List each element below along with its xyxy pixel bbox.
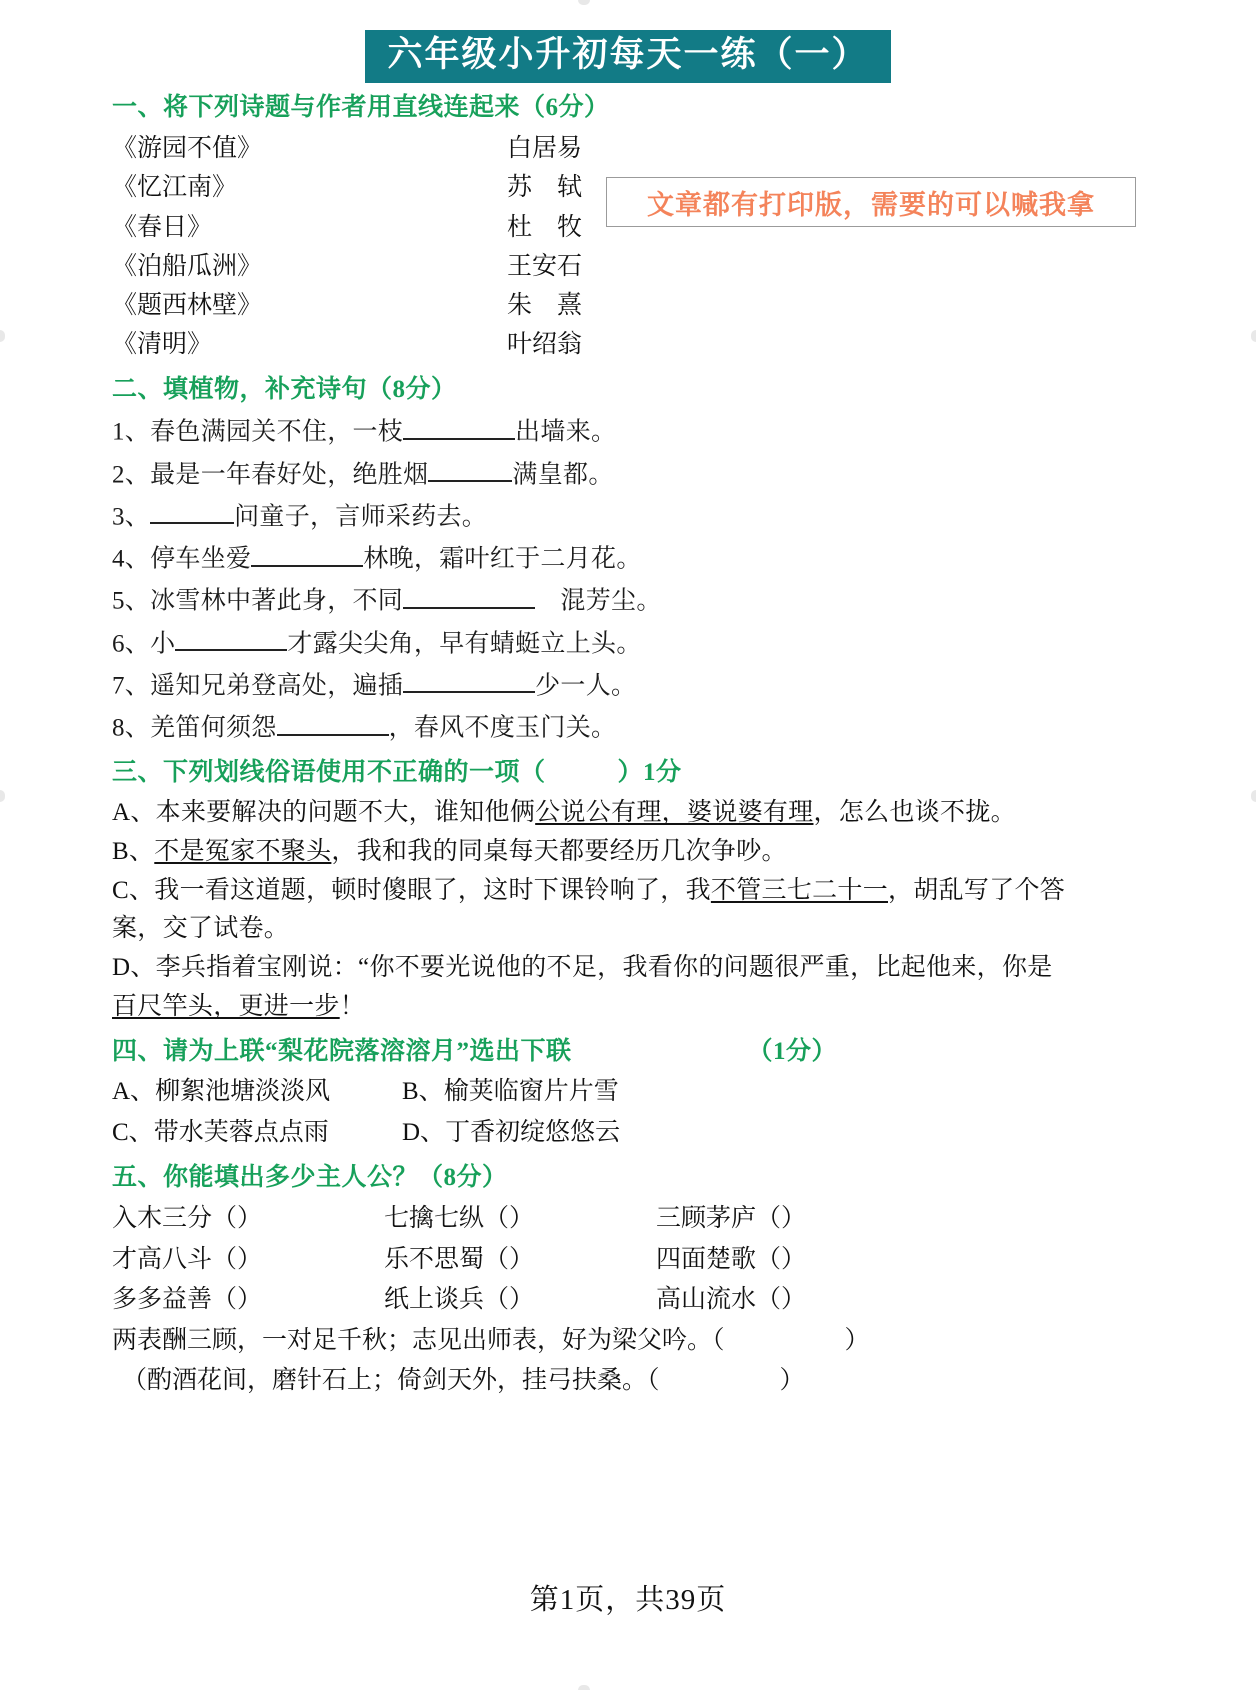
item-number: 1、 [112,418,151,446]
section-2-heading: 二、填植物，补充诗句（8分） [112,375,457,403]
section-3-heading [112,756,1256,790]
item-text-after: 出墙来。 [515,418,617,446]
option-label: C、 [112,1118,154,1146]
answer-blank[interactable] [277,706,389,736]
item-text-before: 冰雪林中著此身，不同 [150,587,404,615]
option-post: ，胡乱写了个答案，交了试卷。 [112,876,1066,943]
fill-blank-item [112,622,1256,664]
idiom-row [112,1240,1256,1281]
fill-blank-item [112,410,1256,452]
option-pre: 本来要解决的问题不大，谁知他俩 [155,799,536,826]
idiom-text: 才高八斗（ [112,1245,238,1273]
idiom-close-paren: ） [781,1245,807,1273]
extra-line-close: ） [844,1326,870,1354]
fill-blank-item [112,664,1256,706]
idiom-text: 三顾茅庐（ [656,1205,782,1232]
item-number: 8、 [112,714,151,742]
page-edge-mark-bottom [578,1685,590,1690]
idiom-close-paren: ） [237,1286,263,1313]
option-underlined-idiom: 百尺竿头，更进一步 [112,992,340,1020]
answer-blank[interactable] [403,410,515,440]
item-text-after: 满皇都。 [512,461,614,488]
page-footer: 第1页，共39页 [529,1584,727,1616]
option-text: 柳絮池塘淡淡风 [155,1078,331,1106]
idiom-text: 乐不思蜀（ [384,1245,510,1273]
page-title: 六年级小升初每天一练（一） [365,30,890,83]
option-item[interactable] [112,794,1072,833]
idiom-grid [0,1199,1256,1321]
option-underlined-idiom: 不管三七二十一 [710,876,888,904]
item-number: 2、 [112,461,151,488]
answer-blank[interactable] [175,622,287,652]
match-row [112,129,582,168]
poem-title: 《泊船瓜洲》 [112,252,263,280]
poem-title: 《题西林壁》 [112,292,263,319]
answer-blank[interactable] [428,453,512,483]
idiom-cell[interactable] [112,1240,384,1281]
idiom-text: 纸上谈兵（ [384,1286,510,1313]
item-text-after: 混芳尘。 [535,587,662,615]
idiom-cell[interactable] [384,1240,656,1281]
option-item[interactable] [112,833,1072,872]
poem-title: 《忆江南》 [112,174,238,202]
couplet-option-a[interactable] [112,1072,402,1113]
idiom-cell[interactable] [384,1199,656,1240]
couplet-extra-line[interactable] [122,1361,1256,1402]
idiom-close-paren: ） [237,1205,263,1232]
idiom-close-paren: ） [237,1245,263,1273]
section-3-heading-after: ）1分 [617,759,682,787]
section-1-heading: 一、将下列诗题与作者用直线连起来（6分） [112,94,610,122]
option-item[interactable] [112,949,1072,1027]
couplet-option-row [112,1072,1256,1113]
poem-title: 《春日》 [112,213,213,241]
couplet-option-row [112,1113,1256,1154]
option-label: B、 [402,1078,444,1106]
fill-blank-item [112,453,1256,495]
option-text: 榆荚临窗片片雪 [443,1078,619,1106]
item-text-before: 最是一年春好处，绝胜烟 [150,461,429,488]
print-version-note-box [606,177,1136,227]
idiom-cell[interactable] [656,1280,928,1321]
item-number: 7、 [112,672,151,700]
poem-author: 苏 轼 [506,174,582,202]
item-text-before: 春色满园关不住，一枝 [150,418,404,446]
idiom-text: 四面楚歌（ [656,1245,782,1273]
poem-author: 杜 牧 [506,213,582,241]
poem-author: 朱 熹 [506,292,582,319]
fill-blank-item [112,495,1256,537]
answer-blank[interactable] [251,537,363,567]
section-4-heading-text: 四、请为上联“梨花院落溶溶月”选出下联 [112,1037,572,1065]
poem-match-list [0,129,1256,365]
idiom-close-paren: ） [509,1205,535,1232]
idiom-text: 多多益善（ [112,1286,238,1313]
item-number: 5、 [112,587,151,615]
idiom-row [112,1199,1256,1240]
option-pre: 李兵指着宝刚说：“你不要光说他的不足，我看你的问题很严重，比起他来，你是 [155,954,1053,981]
match-row [112,286,582,325]
option-post: ，怎么也谈不拢。 [813,799,1016,826]
option-label: D、 [112,954,156,981]
extra-line-close: ） [779,1367,805,1394]
idiom-row [112,1280,1256,1321]
match-row [112,168,582,207]
poem-author: 叶绍翁 [506,331,582,359]
idiom-cell[interactable] [656,1199,928,1240]
couplet-option-b[interactable] [402,1072,692,1113]
item-text-after: 才露尖尖角，早有蜻蜓立上头。 [287,630,642,657]
option-text: 带水芙蓉点点雨 [153,1118,329,1146]
poem-title: 《清明》 [112,331,213,359]
poem-author: 王安石 [506,252,582,280]
answer-blank[interactable] [403,664,535,694]
item-number: 4、 [112,545,151,573]
print-version-note-text: 文章都有打印版，需要的可以喊我拿 [647,189,1095,220]
option-label: D、 [402,1118,446,1146]
item-text-after: 林晚，霜叶红于二月花。 [363,545,642,573]
item-text-before: 羌笛何须怨 [150,714,277,742]
item-text-after: 少一人。 [535,672,637,700]
idiom-cell[interactable] [112,1280,384,1321]
option-text: 丁香初绽悠悠云 [445,1118,621,1146]
fill-blank-item [112,579,1256,621]
option-label: A、 [112,1078,156,1106]
option-label: C、 [112,876,155,904]
answer-blank[interactable] [150,495,234,525]
idiom-cell[interactable] [384,1280,656,1321]
idiom-close-paren: ） [509,1245,535,1273]
match-row [112,325,582,364]
item-number: 6、 [112,630,151,657]
match-row [112,247,582,286]
idiom-text: 高山流水（ [656,1286,782,1313]
section-4-heading [112,1035,1256,1069]
poem-author: 白居易 [506,135,582,162]
section-4-score: （1分） [747,1037,838,1065]
option-label: A、 [112,799,156,826]
fill-blank-item [112,537,1256,579]
option-post: ！ [339,992,366,1020]
option-underlined-idiom: 不是冤家不聚头 [154,837,332,865]
item-text-before: 小 [150,630,176,657]
fill-blank-list [0,410,1256,748]
idiom-close-paren: ） [781,1286,807,1313]
idiom-close-paren: ） [781,1205,807,1232]
item-text-after: 问童子，言师采药去。 [234,503,488,531]
section-3-options [0,794,1256,1027]
title-area [0,0,1256,83]
idiom-text: 七擒七纵（ [384,1205,510,1232]
option-underlined-idiom: 公说公有理，婆说婆有理 [535,799,814,826]
item-text-before: 停车坐爱 [150,545,252,573]
couplet-option-d[interactable] [402,1113,692,1154]
poem-title: 《游园不值》 [112,135,263,162]
option-label: B、 [112,837,155,865]
couplet-extra-line[interactable] [112,1321,1256,1362]
extra-line-text: （酌酒花间，磨针石上；倚剑天外，挂弓扶桑。（ [122,1367,660,1394]
fill-blank-item [112,706,1256,748]
section-3-heading-before: 三、下列划线俗语使用不正确的一项（ [112,759,546,787]
extra-line-text: 两表酬三顾，一对足千秋；志见出师表，好为梁父吟。（ [112,1326,725,1354]
idiom-cell[interactable] [112,1199,384,1240]
item-text-before: 遥知兄弟登高处，遍插 [150,672,404,700]
option-post: ，我和我的同桌每天都要经历几次争吵。 [331,837,787,865]
option-item[interactable] [112,872,1072,950]
item-number: 3、 [112,503,151,531]
section-5-heading: 五、你能填出多少主人公？（8分） [112,1164,508,1192]
idiom-close-paren: ） [509,1286,535,1313]
match-row [112,208,582,247]
answer-blank[interactable] [403,579,535,609]
item-text-after: ，春风不度玉门关。 [388,714,617,742]
idiom-text: 入木三分（ [112,1205,238,1232]
couplet-option-c[interactable] [112,1113,402,1154]
idiom-cell[interactable] [656,1240,928,1281]
option-pre: 我一看这道题，顿时傻眼了，这时下课铃响了，我 [154,876,711,904]
